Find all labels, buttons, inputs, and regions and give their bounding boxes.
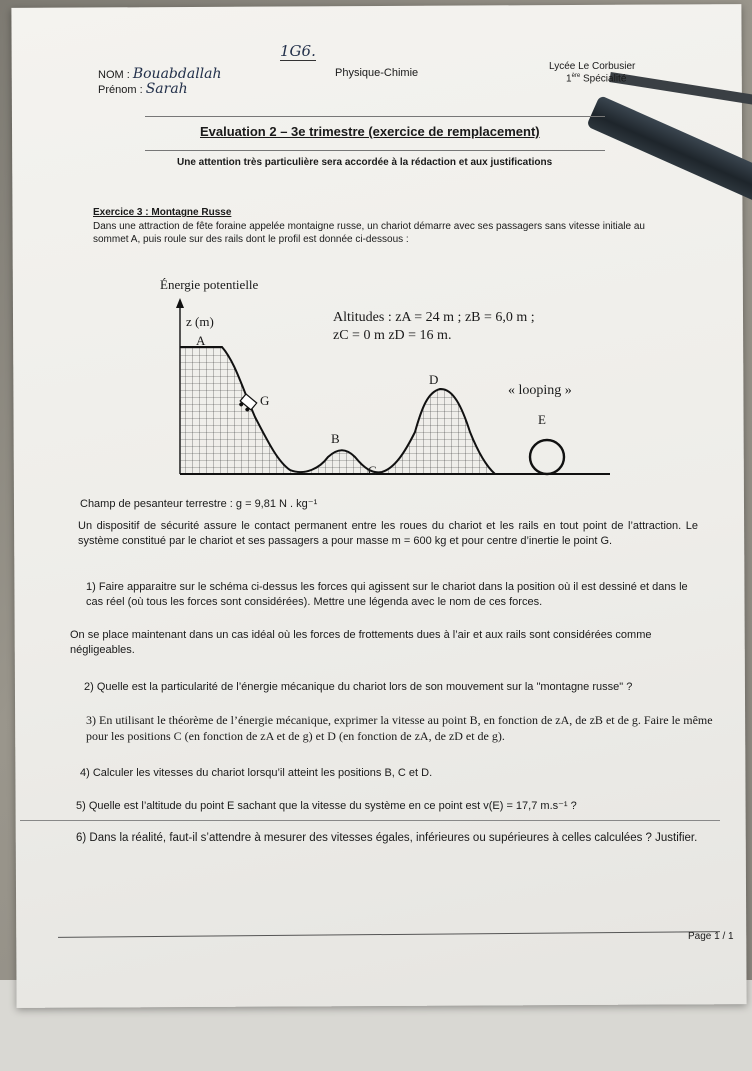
prenom-value: Sarah [145,81,188,97]
gravity-field: Champ de pesanteur terrestre : g = 9,81 N . kg⁻¹ [80,498,318,510]
safety-paragraph: Un dispositif de sécurité assure le contact permanent entre les roues du chariot et les rails en tout point de l’attraction. Le système constitué par le chariot et ses passagers a pour masse m = 600 kg et pour centre d’inertie le point G. [78,520,698,547]
question-4: 4) Calculer les vitesses du chariot lorsqu’il atteint les positions B, C et D. [80,767,433,779]
page-mark: 1G6. [280,42,316,60]
z-axis-arrow [176,298,184,308]
altitudes-line1: Altitudes : zA = 24 m ; zB = 6,0 m ; [333,310,535,325]
exercise-intro: Dans une attraction de fête foraine appelée montaigne russe, un chariot démarre avec ses passagers sans vitesse initiale au sommet A, puis roule sur des rails dont le profil est donnée ci-dessous : [93,221,645,245]
point-G: G [260,393,270,408]
question-1: 1) Faire apparaitre sur le schéma ci-dessus les forces qui agissent sur le chariot dans la position où il est dessiné et dans le cas réel (où tous les forces sont considérées). Mettre une légenda avec le nom de ces forces. [86,581,688,608]
page-title: Evaluation 2 – 3e trimestre (exercice de remplacement) [200,124,540,139]
prenom-field [98,81,188,97]
header-rule-bottom [145,150,605,151]
sheet-fold-line [20,820,720,821]
nom-value: Bouabdallah [132,66,222,82]
point-A: A [196,333,206,348]
point-E: E [538,412,546,427]
nom-field [98,66,222,82]
figure-title: Énergie potentielle [160,277,259,292]
school: Lycée Le Corbusier [549,61,636,72]
axis-label: z (m) [186,314,214,329]
page-number: Page 1 / 1 [688,931,734,942]
instruction: Une attention très particulière sera accordée à la rédaction et aux justifications [177,157,553,168]
ideal-case-paragraph: On se place maintenant dans un cas idéal où les forces de frottements dues à l’air et aux rails sont considérées comme négligeables. [70,629,652,657]
header-rule-top [145,116,605,117]
point-B: B [331,431,340,446]
question-5: 5) Quelle est l’altitude du point E sachant que la vitesse du système en ce point est v(E) = 17,7 m.s⁻¹ ? [76,800,577,812]
nom-label: NOM : [98,69,130,81]
level: 1ère Spécialité [566,73,627,85]
subject: Physique-Chimie [335,67,419,79]
looping-label: « looping » [508,383,572,398]
altitudes-line2: zC = 0 m zD = 16 m. [333,328,452,343]
point-C: C [368,463,377,478]
question-6: 6) Dans la réalité, faut-il s’attendre à mesurer des vitesses égales, inférieures ou supérieures à celles calculées ? Justifier. [76,832,698,844]
loop-circle [530,440,564,474]
grid-fill [180,332,510,477]
point-D: D [429,372,439,387]
question-3: 3) En utilisant le théorème de l’énergie mécanique, exprimer la vitesse au point B, en fonction de zA, de zB et de g. Faire le même pour les positions C (en fonction de zA et de g) et D (en fonction de zA, de zD et de g). [86,713,713,744]
prenom-label: Prénom : [98,84,143,96]
question-2: 2) Quelle est la particularité de l’énergie mécanique du chariot lors de son mouvement sur la "montagne russe" ? [84,681,633,693]
exercise-heading: Exercice 3 : Montagne Russe [93,207,232,218]
